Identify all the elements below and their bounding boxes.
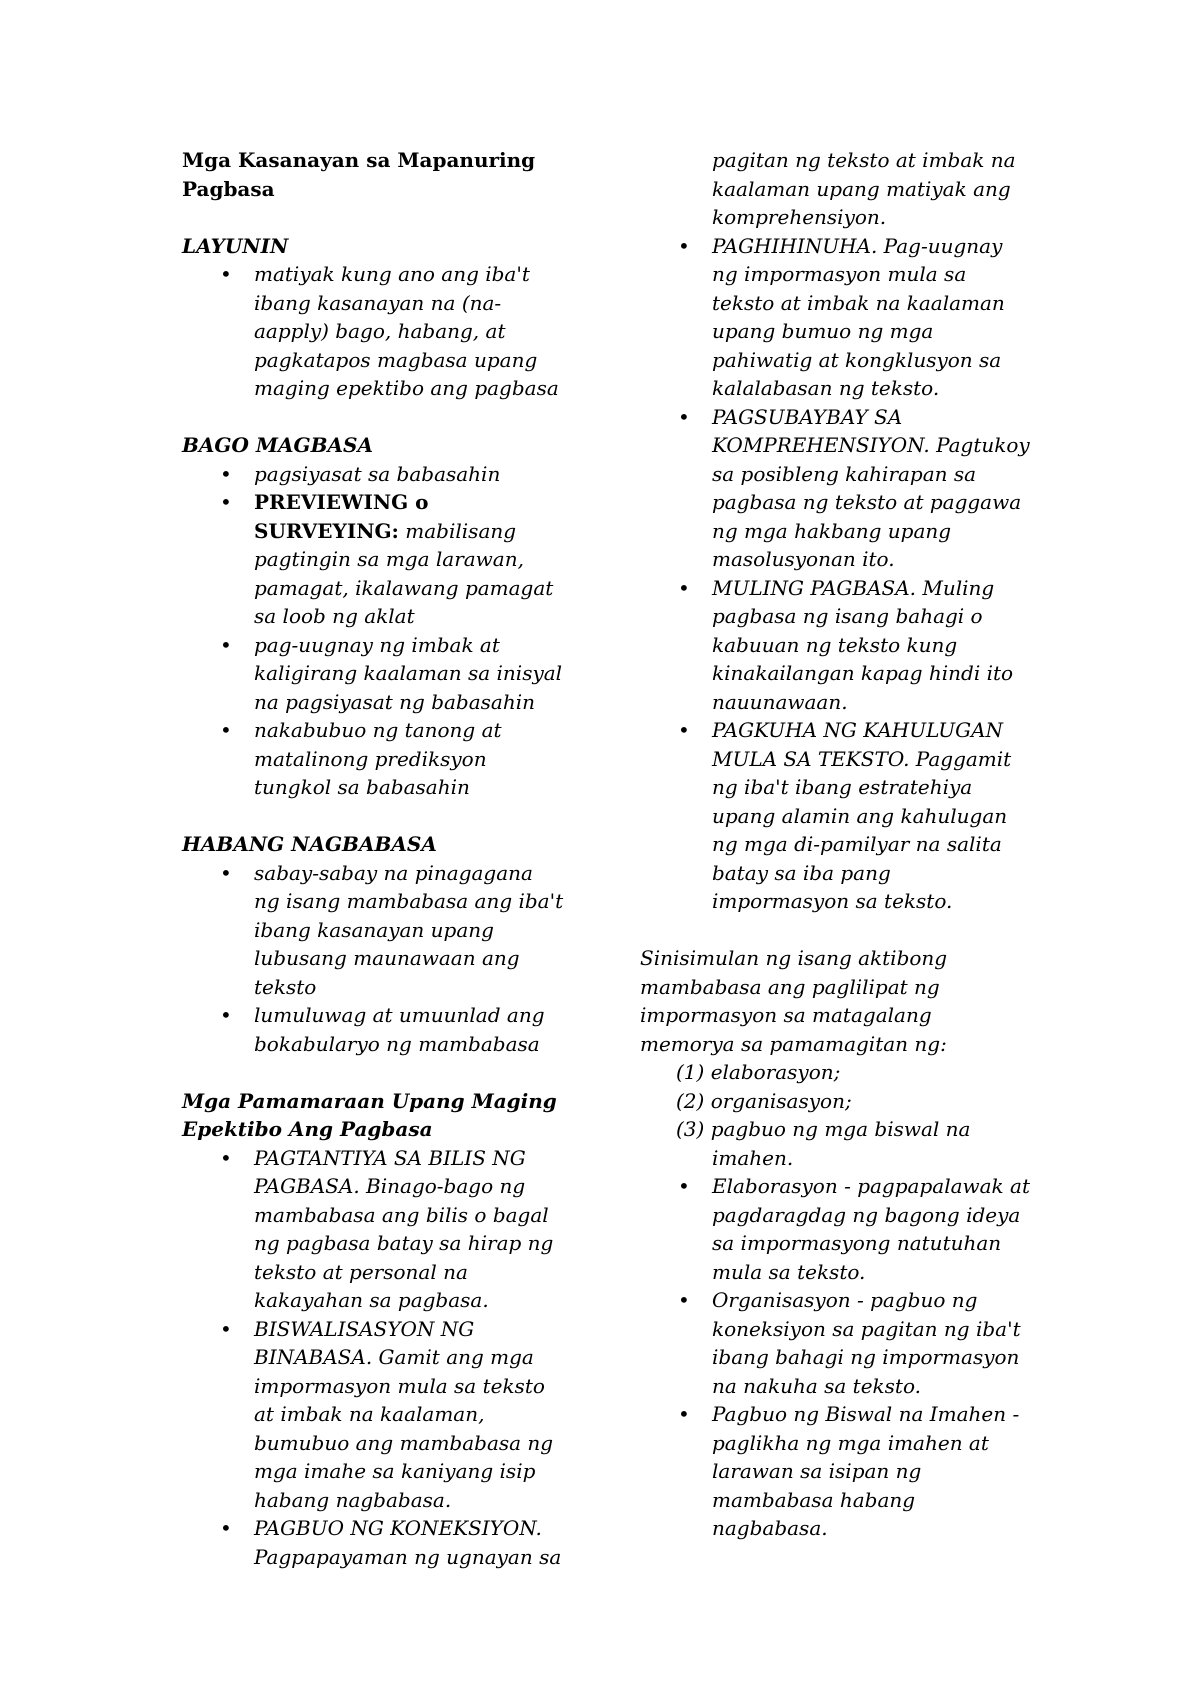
habang-list [182, 859, 602, 1059]
pamamaraan-continuation: pagitan ng teksto at imbak na kaalaman upang matiyak ang komprehensiyon. [712, 148, 1016, 229]
left-column [182, 146, 602, 1571]
list-item: • MULING PAGBASA. Muling pagbasa ng isang bahagi o kabuuan ng teksto kung kinakailangan kapag hindi ito nauunawaan. [712, 574, 1030, 717]
memory-paragraph: Sinisimulan ng isang aktibong mambabasa ang paglilipat ng impormasyon sa matagalang memorya sa pamamagitan ng: [640, 946, 948, 1056]
list-item [254, 488, 564, 631]
list-item: • nakabubuo ng tanong at matalinong prediksyon tungkol sa babasahin [254, 716, 564, 802]
heading-habang-nagbabasa: HABANG NAGBABASA [182, 832, 437, 856]
list-item: • pag-uugnay ng imbak at kaligirang kaalaman sa inisyal na pagsiyasat ng babasahin [254, 631, 564, 717]
spacer [640, 916, 1030, 945]
heading-bago-magbasa: BAGO MAGBASA [182, 433, 374, 457]
pamamaraan-list [182, 1144, 602, 1572]
list-item: • Pagbuo ng Biswal na Imahen - paglikha ng mga imahen at larawan sa isipan ng mambabasa habang nagbabasa. [712, 1400, 1030, 1543]
list-item: • PAGKUHA NG KAHULUGAN MULA SA TEKSTO. Paggamit ng iba't ibang estratehiya upang alamin ang kahulugan ng mga di-pamilyar na salita batay sa iba pang impormasyon sa teksto. [712, 716, 1030, 916]
pamamaraan-list-continued [640, 232, 1030, 916]
previewing-label: PREVIEWING o SURVEYING: [254, 490, 429, 543]
heading-layunin: LAYUNIN [182, 233, 289, 258]
heading-pamamaraan: Mga Pamamaraan Upang Maging Epektibo Ang Pagbasa [182, 1088, 557, 1141]
right-column [640, 146, 1030, 1543]
section-pamamaraan [182, 1087, 602, 1572]
list-item: • BISWALISASYON NG BINABASA. Gamit ang mga impormasyon mula sa teksto at imbak na kaalaman, bumubuo ang mambabasa ng mga imahe sa kaniyang isip habang nagbabasa. [254, 1315, 564, 1515]
section-bago-magbasa [182, 431, 602, 802]
list-item: • lumuluwag at umuunlad ang bokabularyo ng mambabasa [254, 1001, 564, 1058]
list-item: • pagsiyasat sa babasahin [254, 460, 564, 489]
document-title: Mga Kasanayan sa Mapanuring Pagbasa [182, 148, 536, 201]
list-item: • PAGTANTIYA SA BILIS NG PAGBASA. Binago-bago ng mambabasa ang bilis o bagal ng pagbasa batay sa hirap ng teksto at personal na kakayahan sa pagbasa. [254, 1144, 564, 1315]
list-item: • PAGHIHINUHA. Pag-uugnay ng impormasyon mula sa teksto at imbak na kaalaman upang bumuo ng mga pahiwatig at kongklusyon sa kalalabasan ng teksto. [712, 232, 1030, 403]
list-item: • PAGBUO NG KONEKSIYON. Pagpapayaman ng ugnayan sa [254, 1514, 564, 1571]
numbered-item: (3) pagbuo ng mga biswal na imahen. [676, 1117, 971, 1170]
list-item: • Elaborasyon - pagpapalawak at pagdaragdag ng bagong ideya sa impormasyong natutuhan mula sa teksto. [712, 1172, 1030, 1286]
bago-list [182, 460, 602, 802]
list-item: • sabay-sabay na pinagagana ng isang mambabasa ang iba't ibang kasanayan upang lubusang maunawaan ang teksto [254, 859, 564, 1002]
list-item: • Organisasyon - pagbuo ng koneksiyon sa pagitan ng iba't ibang bahagi ng impormasyon na nakuha sa teksto. [712, 1286, 1030, 1400]
section-layunin [182, 232, 602, 403]
section-habang-nagbabasa [182, 830, 602, 1058]
memory-numbered-list [640, 1058, 1030, 1172]
list-item: • matiyak kung ano ang iba't ibang kasanayan na (na-aapply) bago, habang, at pagkatapos magbasa upang maging epektibo ang pagbasa [254, 260, 564, 403]
numbered-item: (2) organisasyon; [676, 1088, 852, 1113]
numbered-item: (1) elaborasyon; [676, 1060, 841, 1084]
previewing-text: mabilisang pagtingin sa mga larawan, pamagat, ikalawang pamagat sa loob ng aklat [254, 518, 554, 628]
layunin-list [182, 260, 602, 403]
memory-list [640, 1172, 1030, 1543]
list-item: • PAGSUBAYBAY SA KOMPREHENSIYON. Pagtukoy sa posibleng kahirapan sa pagbasa ng teksto at paggawa ng mga hakbang upang masolusyonan ito. [712, 403, 1030, 574]
